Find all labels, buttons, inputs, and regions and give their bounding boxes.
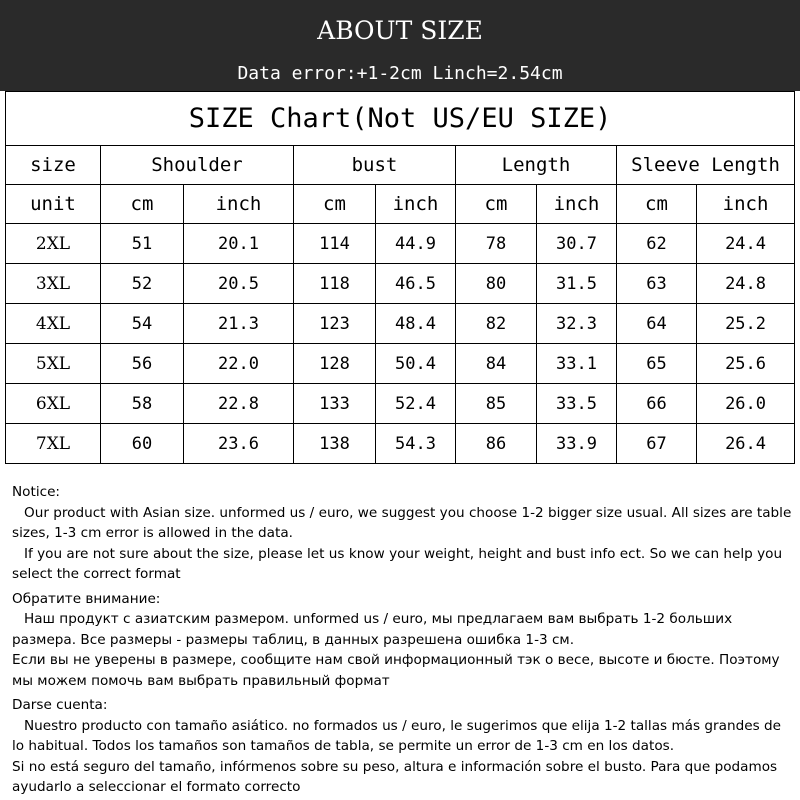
measurement-cell: 62 <box>617 224 697 264</box>
measurement-cell: 78 <box>456 224 537 264</box>
unit-header-cell: cm <box>101 185 184 224</box>
measurement-cell: 23.6 <box>184 424 294 464</box>
size-label-cell: 4XL <box>6 304 101 344</box>
group-header-sleeve-length: Sleeve Length <box>617 146 795 185</box>
size-label-cell: 5XL <box>6 344 101 384</box>
size-chart-table <box>5 91 795 464</box>
measurement-cell: 54.3 <box>376 424 456 464</box>
measurement-cell: 56 <box>101 344 184 384</box>
size-row <box>6 224 795 264</box>
size-row <box>6 344 795 384</box>
measurement-cell: 33.5 <box>537 384 617 424</box>
measurement-cell: 63 <box>617 264 697 304</box>
measurement-cell: 84 <box>456 344 537 384</box>
measurement-cell: 26.4 <box>697 424 795 464</box>
measurement-cell: 52 <box>101 264 184 304</box>
measurement-cell: 32.3 <box>537 304 617 344</box>
measurement-cell: 60 <box>101 424 184 464</box>
group-header-size: size <box>6 146 101 185</box>
notice-paragraph: Our product with Asian size. unformed us / euro, we suggest you choose 1-2 bigger size usual. All sizes are table sizes, 1-3 cm error is allowed in the data. <box>12 504 792 541</box>
measurement-cell: 138 <box>294 424 376 464</box>
notice-paragraph: Если вы не уверены в размере, сообщите нам свой информационный тэк о весе, высоте и бюсте. Поэтому мы можем помочь вам выбрать правильный формат <box>12 652 780 689</box>
notice-heading: Darse cuenta: <box>12 697 108 713</box>
measurement-cell: 80 <box>456 264 537 304</box>
size-notices <box>12 482 797 798</box>
about-size-title: ABOUT SIZE <box>317 16 483 45</box>
notice-paragraph: Nuestro producto con tamaño asiático. no formados us / euro, le sugerimos que elija 1-2 tallas más grandes de lo habitual. Todos los tamaños son tamaños de tabla, se permite un error de 1-3 cm en los datos. <box>12 717 781 754</box>
measurement-cell: 58 <box>101 384 184 424</box>
size-row <box>6 264 795 304</box>
chart-title: SIZE Chart(Not US/EU SIZE) <box>6 92 795 146</box>
measurement-cell: 54 <box>101 304 184 344</box>
notice-heading: Обратите внимание: <box>12 590 161 607</box>
group-header-bust: bust <box>294 146 456 185</box>
unit-header-cell: cm <box>456 185 537 224</box>
measurement-cell: 128 <box>294 344 376 384</box>
size-label-cell: 2XL <box>6 224 101 264</box>
measurement-cell: 123 <box>294 304 376 344</box>
unit-header-cell: unit <box>6 185 101 224</box>
measurement-cell: 51 <box>101 224 184 264</box>
measurement-cell: 24.8 <box>697 264 795 304</box>
group-header-length: Length <box>456 146 617 185</box>
unit-header-row <box>6 185 795 224</box>
measurement-cell: 20.5 <box>184 264 294 304</box>
measurement-cell: 67 <box>617 424 697 464</box>
measurement-cell: 25.2 <box>697 304 795 344</box>
group-header-row <box>6 146 795 185</box>
measurement-cell: 33.1 <box>537 344 617 384</box>
measurement-cell: 25.6 <box>697 344 795 384</box>
data-error-note: Data error:+1-2cm Linch=2.54cm <box>237 63 563 84</box>
measurement-cell: 33.9 <box>537 424 617 464</box>
measurement-cell: 22.8 <box>184 384 294 424</box>
unit-header-cell: inch <box>184 185 294 224</box>
measurement-cell: 26.0 <box>697 384 795 424</box>
measurement-cell: 50.4 <box>376 344 456 384</box>
unit-header-cell: inch <box>376 185 456 224</box>
measurement-cell: 65 <box>617 344 697 384</box>
notice-paragraph: Наш продукт с азиатским размером. unformed us / euro, мы предлагаем вам выбрать 1-2 больших размера. Все размеры - размеры таблиц, в данных разрешена ошибка 1-3 см. <box>12 611 733 648</box>
measurement-cell: 44.9 <box>376 224 456 264</box>
measurement-cell: 20.1 <box>184 224 294 264</box>
measurement-cell: 21.3 <box>184 304 294 344</box>
measurement-cell: 114 <box>294 224 376 264</box>
unit-header-cell: cm <box>617 185 697 224</box>
notice-paragraph: If you are not sure about the size, please let us know your weight, height and bust info ect. So we can help you select the correct format <box>12 545 783 582</box>
measurement-cell: 31.5 <box>537 264 617 304</box>
chart-title-row <box>6 92 795 146</box>
measurement-cell: 24.4 <box>697 224 795 264</box>
notice-heading: Notice: <box>12 484 61 500</box>
measurement-cell: 64 <box>617 304 697 344</box>
size-label-cell: 3XL <box>6 264 101 304</box>
unit-header-cell: inch <box>697 185 795 224</box>
size-row <box>6 384 795 424</box>
size-label-cell: 6XL <box>6 384 101 424</box>
measurement-cell: 86 <box>456 424 537 464</box>
size-row <box>6 424 795 464</box>
measurement-cell: 66 <box>617 384 697 424</box>
size-row <box>6 304 795 344</box>
size-label-cell: 7XL <box>6 424 101 464</box>
unit-header-cell: cm <box>294 185 376 224</box>
data-error-banner <box>0 57 800 91</box>
measurement-cell: 46.5 <box>376 264 456 304</box>
measurement-cell: 48.4 <box>376 304 456 344</box>
measurement-cell: 82 <box>456 304 537 344</box>
measurement-cell: 133 <box>294 384 376 424</box>
group-header-shoulder: Shoulder <box>101 146 294 185</box>
measurement-cell: 30.7 <box>537 224 617 264</box>
notice-paragraph: Si no está seguro del tamaño, infórmenos sobre su peso, altura e información sobre el busto. Para que podamos ayudarlo a seleccionar el formato correcto <box>12 758 778 795</box>
measurement-cell: 22.0 <box>184 344 294 384</box>
measurement-cell: 85 <box>456 384 537 424</box>
measurement-cell: 118 <box>294 264 376 304</box>
measurement-cell: 52.4 <box>376 384 456 424</box>
about-size-banner <box>0 0 800 62</box>
unit-header-cell: inch <box>537 185 617 224</box>
